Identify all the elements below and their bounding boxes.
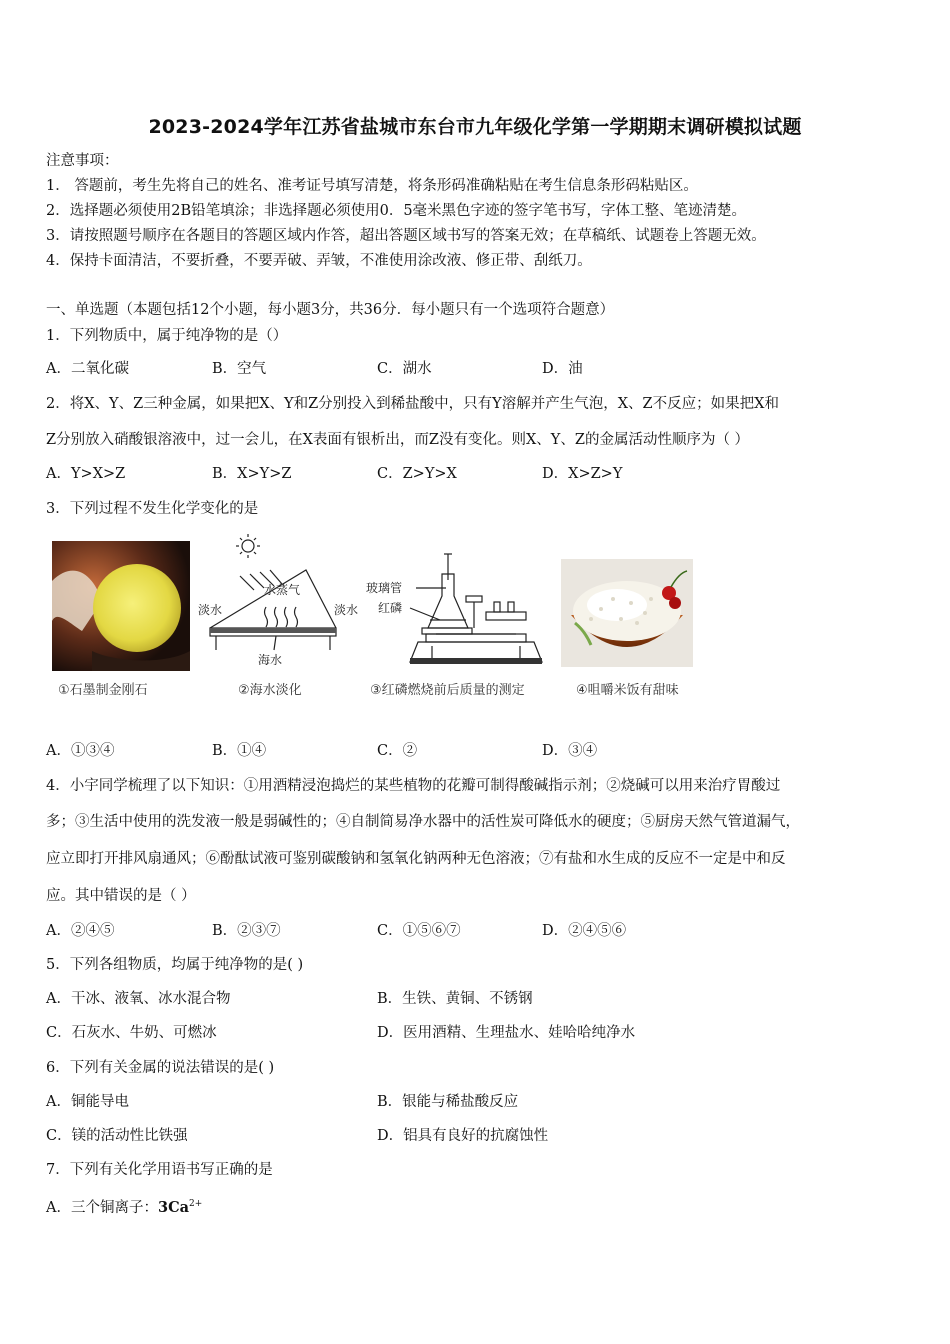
question-2-option-b: B．X>Y>Z	[212, 466, 292, 482]
question-1-option-a: A．二氧化碳	[46, 361, 129, 377]
question-6-option-a: A．铜能导电	[46, 1094, 129, 1110]
question-4-stem-line-3: 应立即打开排风扇通风；⑥酚酞试液可鉴别碳酸钠和氢氧化钠两种无色溶液；⑦有盐和水生成的反应不一定是中和反	[46, 851, 786, 867]
notice-item-2: 2．选择题必须使用2B铅笔填涂；非选择题必须使用0．5毫米黑色字迹的签字笔书写，字体工整、笔迹清楚。	[46, 203, 747, 219]
section-heading: 一、单选题（本题包括12个小题，每小题3分，共36分．每小题只有一个选项符合题意）	[46, 302, 615, 318]
notice-item-4: 4．保持卡面清洁，不要折叠，不要弄破、弄皱，不准使用涂改液、修正带、刮纸刀。	[46, 253, 592, 269]
label-water-vapor: 水蒸气	[264, 583, 301, 597]
label-seawater: 海水	[258, 653, 283, 667]
question-3-option-c: C．②	[377, 743, 418, 759]
question-3-stem: 3．下列过程不发生化学变化的是	[46, 501, 259, 517]
figure-4-caption: ④咀嚼米饭有甜味	[576, 683, 679, 698]
label-fresh-water-right: 淡水	[334, 603, 359, 617]
question-5-option-d: D．医用酒精、生理盐水、娃哈哈纯净水	[377, 1025, 636, 1041]
question-2-option-d: D．X>Z>Y	[542, 466, 623, 482]
question-5-option-b: B．生铁、黄铜、不锈钢	[377, 991, 533, 1007]
notice-heading: 注意事项：	[46, 153, 119, 169]
question-7-option-a	[46, 1194, 202, 1218]
question-2-stem-line-2: Z分别放入硝酸银溶液中，过一会儿，在X表面有银析出，而Z没有变化。则X、Y、Z的金属活动性顺序为（ ）	[46, 432, 750, 448]
question-3-option-d: D．③④	[542, 743, 598, 759]
desalination-diagram	[196, 532, 366, 672]
figure-3-caption: ③红磷燃烧前后质量的测定	[370, 683, 525, 698]
question-1-stem: 1．下列物质中，属于纯净物的是（）	[46, 328, 288, 344]
label-fresh-water-left: 淡水	[198, 603, 223, 617]
figure-2-caption: ②海水淡化	[238, 683, 302, 698]
question-3-option-b: B．①④	[212, 743, 267, 759]
question-6-option-b: B．银能与稀盐酸反应	[377, 1094, 519, 1110]
balance-apparatus-diagram	[366, 550, 566, 674]
question-1-option-d: D．油	[542, 361, 583, 377]
rice-bowl-photo	[561, 559, 693, 667]
notice-item-1: 1． 答题前，考生先将自己的姓名、准考证号填写清楚，将条形码准确粘贴在考生信息条形码粘贴区。	[46, 178, 698, 194]
question-5-stem: 5．下列各组物质，均属于纯净物的是( )	[46, 957, 304, 973]
question-6-stem: 6．下列有关金属的说法错误的是( )	[46, 1060, 275, 1076]
question-7-option-a-charge: 2+	[189, 1199, 203, 1209]
question-4-stem-line-2: 多；③生活中使用的洗发液一般是弱碱性的；④自制简易净水器中的活性炭可降低水的硬度；⑤厨房天然气管道漏气，	[46, 814, 800, 830]
page-title: 2023-2024学年江苏省盐城市东台市九年级化学第一学期期末调研模拟试题	[148, 116, 802, 138]
question-5-option-a: A．干冰、液氧、冰水混合物	[46, 991, 231, 1007]
question-7-option-a-label: A．三个铜离子：	[46, 1199, 158, 1216]
question-4-option-d: D．②④⑤⑥	[542, 923, 627, 939]
question-4-option-a: A．②④⑤	[46, 923, 115, 939]
graphite-diamond-photo	[52, 541, 190, 671]
notice-item-3: 3．请按照题号顺序在各题目的答题区域内作答，超出答题区域书写的答案无效；在草稿纸、试题卷上答题无效。	[46, 228, 766, 244]
question-3-option-a: A．①③④	[46, 743, 115, 759]
question-2-option-c: C．Z>Y>X	[377, 466, 457, 482]
question-7-option-a-formula: 3Ca	[157, 1198, 190, 1216]
question-4-stem-line-1: 4．小宇同学梳理了以下知识：①用酒精浸泡捣烂的某些植物的花瓣可制得酸碱指示剂；②烧碱可以用来治疗胃酸过	[46, 778, 781, 794]
question-7-stem: 7．下列有关化学用语书写正确的是	[46, 1162, 273, 1178]
figure-1-caption: ①石墨制金刚石	[58, 683, 148, 698]
label-glass-tube: 玻璃管	[366, 581, 403, 595]
question-2-option-a: A．Y>X>Z	[46, 466, 126, 482]
question-6-option-c: C．镁的活动性比铁强	[46, 1128, 188, 1144]
question-1-option-c: C．湖水	[377, 361, 432, 377]
label-red-phosphorus: 红磷	[378, 601, 403, 615]
question-5-option-c: C．石灰水、牛奶、可燃冰	[46, 1025, 217, 1041]
question-4-option-b: B．②③⑦	[212, 923, 281, 939]
question-4-option-c: C．①⑤⑥⑦	[377, 923, 461, 939]
question-4-stem-line-4: 应。其中错误的是（ ）	[46, 888, 196, 904]
question-1-option-b: B．空气	[212, 361, 267, 377]
question-2-stem-line-1: 2．将X、Y、Z三种金属，如果把X、Y和Z分别投入到稀盐酸中，只有Y溶解并产生气泡，X、Z不反应；如果把X和	[46, 396, 779, 412]
question-6-option-d: D．铝具有良好的抗腐蚀性	[377, 1128, 549, 1144]
